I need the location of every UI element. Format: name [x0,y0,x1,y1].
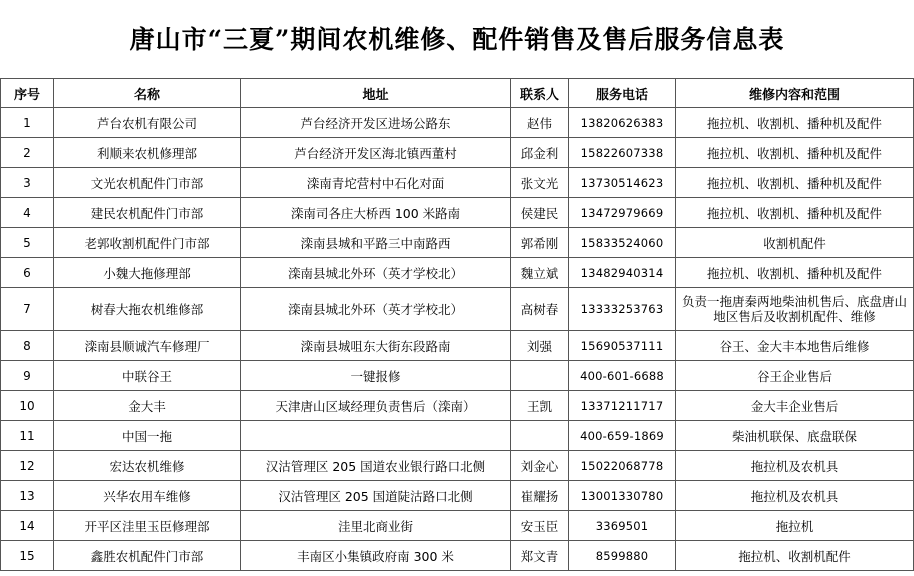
cell-name: 老郭收割机配件门市部 [54,228,241,258]
cell-address: 滦南县城和平路三中南路西 [241,228,511,258]
cell-contact: 赵伟 [511,108,569,138]
cell-contact: 郑文青 [511,541,569,571]
cell-scope: 谷王企业售后 [676,361,914,391]
cell-contact: 魏立斌 [511,258,569,288]
cell-seq: 14 [1,511,54,541]
cell-name: 宏达农机维修 [54,451,241,481]
cell-contact: 刘强 [511,331,569,361]
table-row [1,168,914,198]
cell-seq: 8 [1,331,54,361]
cell-contact: 王凯 [511,391,569,421]
cell-seq: 4 [1,198,54,228]
cell-scope: 拖拉机、收割机、播种机及配件 [676,108,914,138]
cell-seq: 11 [1,421,54,451]
cell-address: 滦南县城咀东大街东段路南 [241,331,511,361]
table-row [1,331,914,361]
cell-seq: 5 [1,228,54,258]
table-row [1,108,914,138]
cell-seq: 10 [1,391,54,421]
table-row [1,361,914,391]
header-phone: 服务电话 [569,79,676,108]
service-info-table [0,78,914,571]
cell-address: 洼里北商业街 [241,511,511,541]
cell-seq: 15 [1,541,54,571]
cell-name: 兴华农用车维修 [54,481,241,511]
cell-phone: 13001330780 [569,481,676,511]
table-header-row [1,79,914,108]
cell-seq: 7 [1,288,54,331]
cell-address: 丰南区小集镇政府南 300 米 [241,541,511,571]
cell-address: 汉沽管理区 205 国道陡沽路口北侧 [241,481,511,511]
cell-scope: 拖拉机、收割机、播种机及配件 [676,258,914,288]
cell-contact: 高树春 [511,288,569,331]
cell-contact [511,361,569,391]
cell-seq: 12 [1,451,54,481]
header-name: 名称 [54,79,241,108]
cell-phone: 13820626383 [569,108,676,138]
cell-seq: 2 [1,138,54,168]
cell-phone: 15833524060 [569,228,676,258]
cell-scope: 拖拉机、收割机、播种机及配件 [676,138,914,168]
cell-name: 鑫胜农机配件门市部 [54,541,241,571]
cell-name: 建民农机配件门市部 [54,198,241,228]
cell-address [241,421,511,451]
cell-contact: 刘金心 [511,451,569,481]
cell-phone: 13333253763 [569,288,676,331]
cell-scope: 拖拉机及农机具 [676,481,914,511]
cell-name: 金大丰 [54,391,241,421]
cell-name: 文光农机配件门市部 [54,168,241,198]
cell-address: 滦南县城北外环（英才学校北） [241,258,511,288]
cell-phone: 15022068778 [569,451,676,481]
cell-contact: 侯建民 [511,198,569,228]
cell-scope: 拖拉机、收割机、播种机及配件 [676,168,914,198]
cell-name: 中联谷王 [54,361,241,391]
cell-contact: 安玉臣 [511,511,569,541]
header-scope: 维修内容和范围 [676,79,914,108]
cell-address: 滦南司各庄大桥西 100 米路南 [241,198,511,228]
page-title: 唐山市“三夏”期间农机维修、配件销售及售后服务信息表 [129,25,785,54]
cell-address: 滦南青坨营村中石化对面 [241,168,511,198]
cell-contact: 郭希刚 [511,228,569,258]
table-row [1,228,914,258]
cell-scope: 拖拉机、收割机配件 [676,541,914,571]
cell-phone: 8599880 [569,541,676,571]
cell-address: 滦南县城北外环（英才学校北） [241,288,511,331]
cell-address: 一键报修 [241,361,511,391]
cell-seq: 3 [1,168,54,198]
header-contact: 联系人 [511,79,569,108]
cell-contact [511,421,569,451]
cell-name: 利顺来农机修理部 [54,138,241,168]
cell-phone: 13371211717 [569,391,676,421]
header-address: 地址 [241,79,511,108]
cell-scope: 拖拉机 [676,511,914,541]
cell-address: 芦台经济开发区海北镇西董村 [241,138,511,168]
header-seq: 序号 [1,79,54,108]
cell-address: 天津唐山区域经理负责售后（滦南） [241,391,511,421]
cell-seq: 9 [1,361,54,391]
cell-phone: 13472979669 [569,198,676,228]
cell-name: 芦台农机有限公司 [54,108,241,138]
cell-phone: 15690537111 [569,331,676,361]
table-row [1,541,914,571]
cell-contact: 邱金利 [511,138,569,168]
cell-seq: 6 [1,258,54,288]
cell-scope: 拖拉机及农机具 [676,451,914,481]
cell-name: 中国一拖 [54,421,241,451]
table-row [1,391,914,421]
cell-scope: 收割机配件 [676,228,914,258]
cell-name: 滦南县顺诚汽车修理厂 [54,331,241,361]
cell-name: 树春大拖农机维修部 [54,288,241,331]
cell-scope: 金大丰企业售后 [676,391,914,421]
table-row [1,421,914,451]
cell-phone: 400-601-6688 [569,361,676,391]
cell-scope: 拖拉机、收割机、播种机及配件 [676,198,914,228]
cell-address: 芦台经济开发区进场公路东 [241,108,511,138]
cell-phone: 3369501 [569,511,676,541]
cell-name: 开平区洼里玉臣修理部 [54,511,241,541]
cell-name: 小魏大拖修理部 [54,258,241,288]
table-row [1,451,914,481]
cell-phone: 13730514623 [569,168,676,198]
table-row [1,288,914,331]
cell-address: 汉沽管理区 205 国道农业银行路口北侧 [241,451,511,481]
cell-phone: 15822607338 [569,138,676,168]
cell-contact: 崔耀扬 [511,481,569,511]
cell-scope: 负责一拖唐秦两地柴油机售后、底盘唐山地区售后及收割机配件、维修 [676,288,914,331]
cell-scope: 谷王、金大丰本地售后维修 [676,331,914,361]
table-row [1,511,914,541]
cell-phone: 400-659-1869 [569,421,676,451]
cell-scope: 柴油机联保、底盘联保 [676,421,914,451]
table-row [1,138,914,168]
table-row [1,198,914,228]
cell-seq: 13 [1,481,54,511]
table-row [1,258,914,288]
table-row [1,481,914,511]
cell-seq: 1 [1,108,54,138]
cell-contact: 张文光 [511,168,569,198]
cell-phone: 13482940314 [569,258,676,288]
